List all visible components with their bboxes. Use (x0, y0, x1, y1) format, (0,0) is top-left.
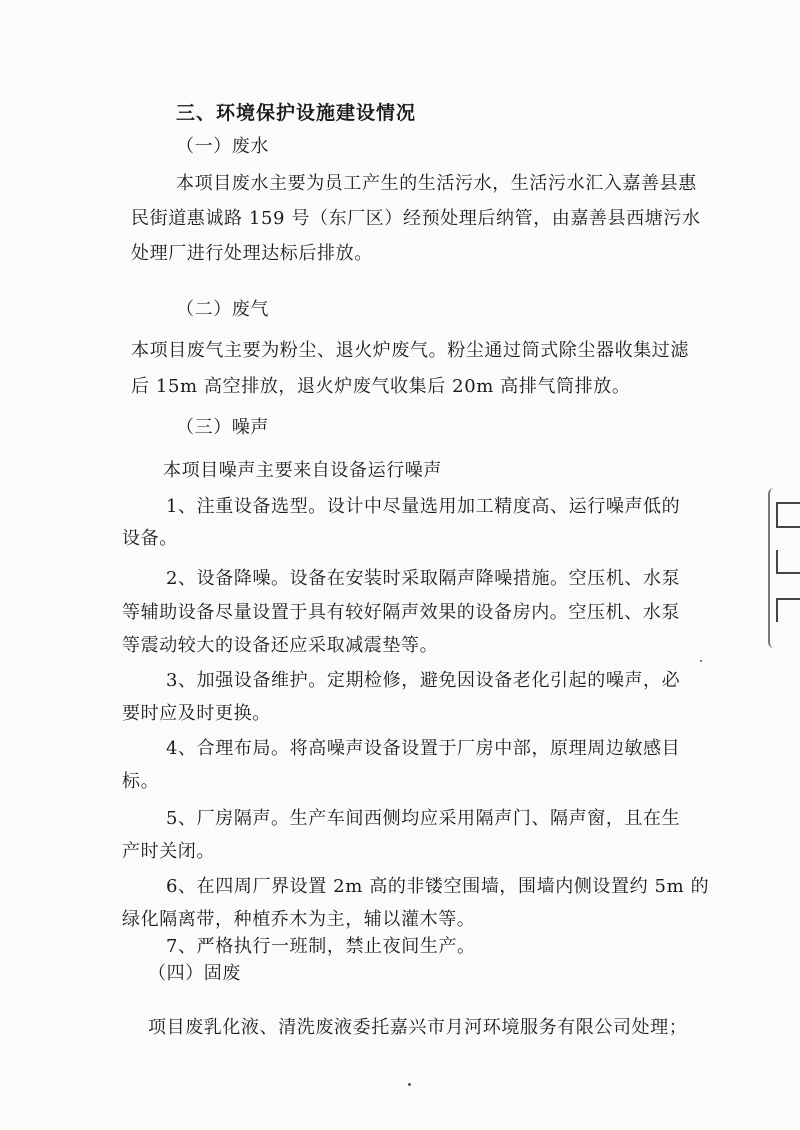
list-item-continuation: 等震动较大的设备还应采取减震垫等。 (122, 635, 439, 656)
subsection-heading-solid-waste: （四）固废 (148, 963, 241, 984)
partial-seal-mark (768, 488, 800, 648)
seal-fragment-icon (776, 502, 800, 528)
list-item: 2、设备降噪。设备在安装时采取隔声降噪措施。空压机、水泵 (166, 568, 681, 589)
paragraph-line: 处理厂进行处理达标后排放。 (131, 243, 373, 264)
list-item: 7、严格执行一班制，禁止夜间生产。 (166, 936, 476, 957)
paragraph-line: 本项目废气主要为粉尘、退火炉废气。粉尘通过筒式除尘器收集过滤 (131, 340, 689, 361)
list-item-continuation: 标。 (122, 771, 160, 792)
subsection-heading-exhaust-gas: （二）废气 (176, 299, 269, 320)
list-item: 4、合理布局。将高噪声设备设置于厂房中部，原理周边敏感目 (166, 738, 681, 759)
list-item-continuation: 绿化隔离带，种植乔木为主，辅以灌木等。 (122, 909, 476, 930)
list-item: 5、厂房隔声。生产车间西侧均应采用隔声门、隔声窗，且在生 (166, 808, 681, 829)
list-item-continuation: 要时应及时更换。 (122, 703, 271, 724)
section-title: 三、环境保护设施建设情况 (176, 102, 417, 124)
list-item-continuation: 等辅助设备尽量设置于具有较好隔声效果的设备房内。空压机、水泵 (122, 602, 680, 623)
paragraph-line: 本项目废水主要为员工产生的生活污水，生活污水汇入嘉善县惠 (176, 173, 697, 194)
list-item-continuation: 设备。 (122, 528, 178, 549)
scan-speck (700, 660, 702, 662)
paragraph-line: 本项目噪声主要来自设备运行噪声 (163, 460, 442, 481)
subsection-heading-wastewater: （一）废水 (176, 136, 269, 157)
subsection-heading-noise: （三）噪声 (176, 417, 269, 438)
list-item: 1、注重设备选型。设计中尽量选用加工精度高、运行噪声低的 (166, 496, 681, 517)
list-item: 3、加强设备维护。定期检修，避免因设备老化引起的噪声，必 (166, 670, 681, 691)
seal-fragment-icon (776, 550, 800, 574)
list-item: 6、在四周厂界设置 2m 高的非镂空围墙，围墙内侧设置约 5m 的 (166, 876, 710, 897)
scan-speck (408, 1083, 411, 1086)
paragraph-line: 后 15m 高空排放，退火炉废气收集后 20m 高排气筒排放。 (131, 376, 631, 397)
paragraph-line: 项目废乳化液、清洗废液委托嘉兴市月河环境服务有限公司处理； (148, 1017, 688, 1038)
paragraph-line: 民街道惠诚路 159 号（东厂区）经预处理后纳管，由嘉善县西塘污水 (131, 208, 701, 229)
list-item-continuation: 产时关闭。 (122, 841, 215, 862)
seal-fragment-icon (776, 598, 800, 622)
